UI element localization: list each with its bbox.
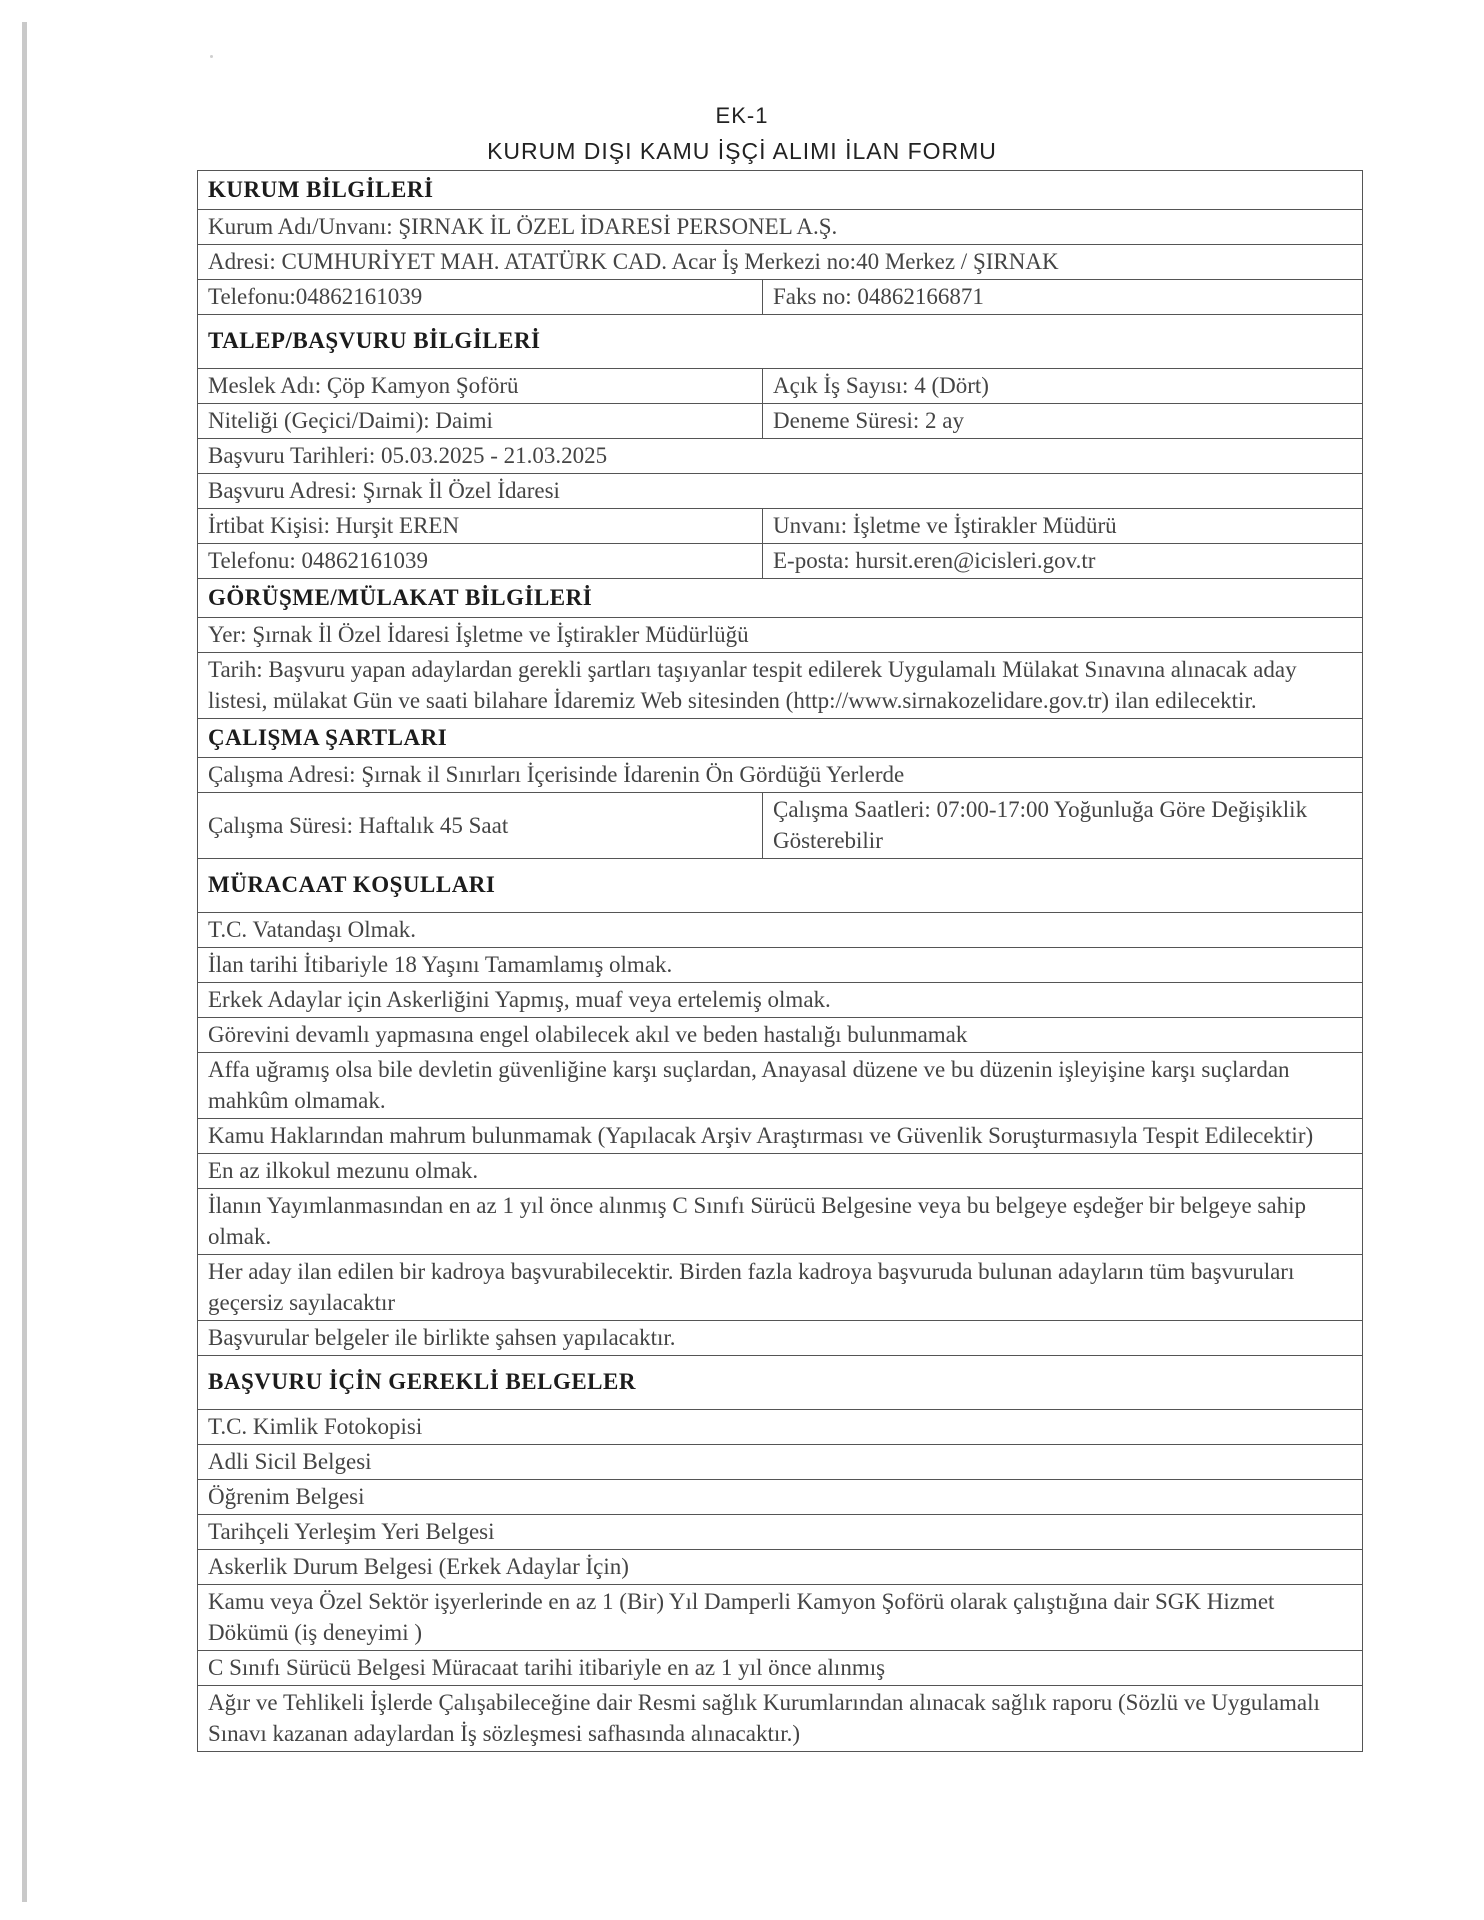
kurum-section-row <box>198 171 1363 210</box>
belge-item: C Sınıfı Sürücü Belgesi Müracaat tarihi itibariyle en az 1 yıl önce alınmış <box>198 1651 1363 1686</box>
muracaat-item: İlan tarihi İtibariyle 18 Yaşını Tamamlamış olmak. <box>198 948 1363 983</box>
muracaat-section-row <box>198 859 1363 913</box>
talep-tarihler: Başvuru Tarihleri: 05.03.2025 - 21.03.2025 <box>198 439 1363 474</box>
muracaat-item: İlanın Yayımlanmasından en az 1 yıl önce alınmış C Sınıfı Sürücü Belgesine veya bu belgeye eşdeğer bir belgeye sahip olmak. <box>198 1189 1363 1255</box>
belge-item: Askerlik Durum Belgesi (Erkek Adaylar İçin) <box>198 1550 1363 1585</box>
belge-item: T.C. Kimlik Fotokopisi <box>198 1410 1363 1445</box>
kurum-phone: Telefonu:04862161039 <box>198 280 763 315</box>
belge-item: Adli Sicil Belgesi <box>198 1445 1363 1480</box>
kurum-heading: KURUM BİLGİLERİ <box>198 171 1363 210</box>
talep-adres: Başvuru Adresi: Şırnak İl Özel İdaresi <box>198 474 1363 509</box>
calisma-saatler: Çalışma Saatleri: 07:00-17:00 Yoğunluğa Göre Değişiklik Gösterebilir <box>763 793 1363 859</box>
gorusme-section-row <box>198 579 1363 618</box>
muracaat-item: Her aday ilan edilen bir kadroya başvurabilecektir. Birden fazla kadroya başvuruda bulunan adayların tüm başvuruları geçersiz sayılacaktır <box>198 1255 1363 1321</box>
muracaat-item: Görevini devamlı yapmasına engel olabilecek akıl ve beden hastalığı bulunmamak <box>198 1018 1363 1053</box>
gorusme-heading: GÖRÜŞME/MÜLAKAT BİLGİLERİ <box>198 579 1363 618</box>
kurum-name: Kurum Adı/Unvanı: ŞIRNAK İL ÖZEL İDARESİ PERSONEL A.Ş. <box>198 210 1363 245</box>
belge-item: Ağır ve Tehlikeli İşlerde Çalışabileceğine dair Resmi sağlık Kurumlarından alınacak sağlık raporu (Sözlü ve Uygulamalı Sınavı kazanan adaylardan İş sözleşmesi safhasında alınacaktır.) <box>198 1686 1363 1752</box>
muracaat-item: En az ilkokul mezunu olmak. <box>198 1154 1363 1189</box>
kurum-fax: Faks no: 04862166871 <box>763 280 1363 315</box>
calisma-section-row <box>198 719 1363 758</box>
document-code: EK-1 <box>715 103 769 128</box>
belge-item: Öğrenim Belgesi <box>198 1480 1363 1515</box>
talep-heading: TALEP/BAŞVURU BİLGİLERİ <box>198 315 1363 369</box>
calisma-sure: Çalışma Süresi: Haftalık 45 Saat <box>198 793 763 859</box>
muracaat-item: Başvurular belgeler ile birlikte şahsen yapılacaktır. <box>198 1321 1363 1356</box>
belgeler-heading: BAŞVURU İÇİN GEREKLİ BELGELER <box>198 1356 1363 1410</box>
belgeler-section-row <box>198 1356 1363 1410</box>
talep-acik-is: Açık İş Sayısı: 4 (Dört) <box>763 369 1363 404</box>
gorusme-tarih: Tarih: Başvuru yapan adaylardan gerekli şartları taşıyanlar tespit edilerek Uygulamalı Mülakat Sınavına alınacak aday listesi, mülakat Gün ve saati bilahare İdaremiz Web sitesinden (http://www.sirnakozelidare.gov.tr) ilan edilecektir. <box>198 653 1363 719</box>
talep-irtibat: İrtibat Kişisi: Hurşit EREN <box>198 509 763 544</box>
calisma-heading: ÇALIŞMA ŞARTLARI <box>198 719 1363 758</box>
muracaat-item: T.C. Vatandaşı Olmak. <box>198 913 1363 948</box>
belge-item: Tarihçeli Yerleşim Yeri Belgesi <box>198 1515 1363 1550</box>
muracaat-item: Kamu Haklarından mahrum bulunmamak (Yapılacak Arşiv Araştırması ve Güvenlik Soruşturmasıyla Tespit Edilecektir) <box>198 1119 1363 1154</box>
talep-nitelik: Niteliği (Geçici/Daimi): Daimi <box>198 404 763 439</box>
talep-section-row <box>198 315 1363 369</box>
talep-deneme: Deneme Süresi: 2 ay <box>763 404 1363 439</box>
talep-meslek: Meslek Adı: Çöp Kamyon Şoförü <box>198 369 763 404</box>
talep-telefon: Telefonu: 04862161039 <box>198 544 763 579</box>
muracaat-heading: MÜRACAAT KOŞULLARI <box>198 859 1363 913</box>
announcement-form-table <box>197 170 1363 1752</box>
document-title: KURUM DIŞI KAMU İŞÇİ ALIMI İLAN FORMU <box>487 138 997 164</box>
scan-speck <box>210 55 213 58</box>
kurum-address: Adresi: CUMHURİYET MAH. ATATÜRK CAD. Acar İş Merkezi no:40 Merkez / ŞIRNAK <box>198 245 1363 280</box>
muracaat-item: Erkek Adaylar için Askerliğini Yapmış, muaf veya ertelemiş olmak. <box>198 983 1363 1018</box>
belge-item: Kamu veya Özel Sektör işyerlerinde en az 1 (Bir) Yıl Damperli Kamyon Şoförü olarak çalıştığına dair SGK Hizmet Dökümü (iş deneyimi ) <box>198 1585 1363 1651</box>
calisma-adres: Çalışma Adresi: Şırnak il Sınırları İçerisinde İdarenin Ön Gördüğü Yerlerde <box>198 758 1363 793</box>
talep-unvan: Unvanı: İşletme ve İştirakler Müdürü <box>763 509 1363 544</box>
gorusme-yer: Yer: Şırnak İl Özel İdaresi İşletme ve İştirakler Müdürlüğü <box>198 618 1363 653</box>
scan-edge <box>22 22 27 1902</box>
muracaat-item: Affa uğramış olsa bile devletin güvenliğine karşı suçlardan, Anayasal düzene ve bu düzenin işleyişine karşı suçlardan mahkûm olmamak. <box>198 1053 1363 1119</box>
talep-eposta: E-posta: hursit.eren@icisleri.gov.tr <box>763 544 1363 579</box>
